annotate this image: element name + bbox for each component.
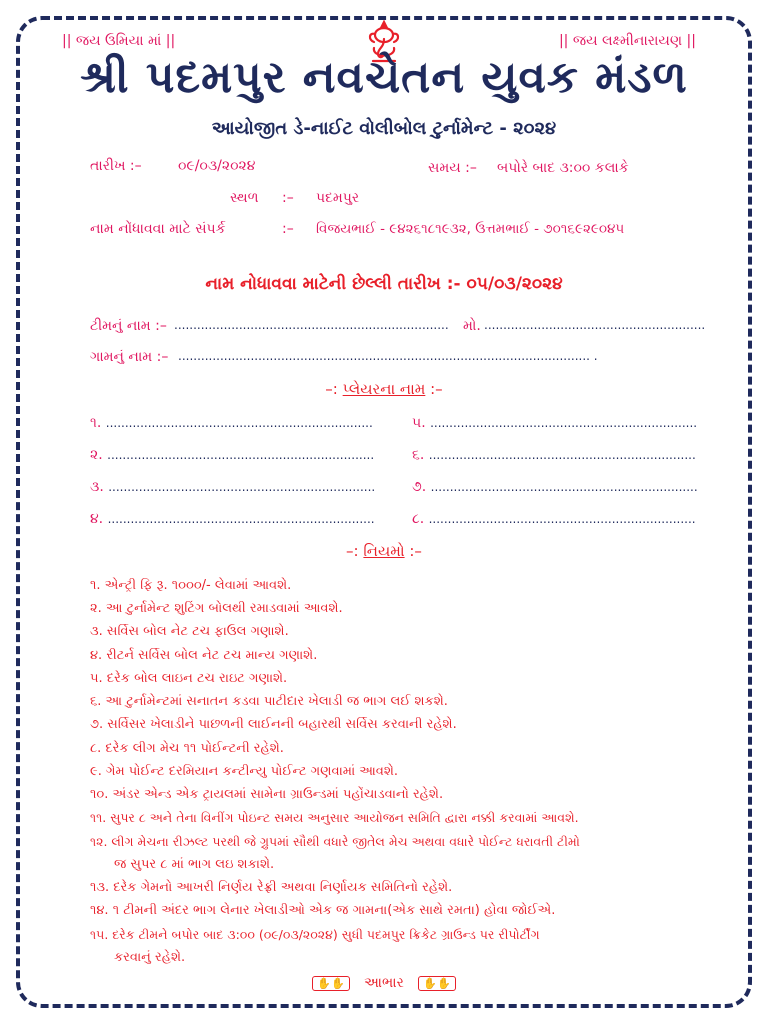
player-row[interactable] xyxy=(412,511,696,527)
mobile-line[interactable]: .......................................................... xyxy=(484,318,706,332)
rule-item: ૧૪. ૧ ટીમની અંદર ભાગ લેનાર ખેલાડીઓ એક જ ગામના(એક સાથે રમતા) હોવા જોઈએ. xyxy=(90,903,556,918)
rule-item: ૩. સર્વિસ બોલ નેટ ટચ ફાઉલ ગણાશે. xyxy=(90,624,289,639)
player-name-line: ...................................................................... xyxy=(430,416,698,430)
rule-item: ૧૫. દરેક ટીમને બપોર બાદ ૩:૦૦ (૦૯/૦૩/૨૦૨૪) સુધી પદમપુર ક્રિકેટ ગ્રાઉન્ડ પર રીપોર્ટીંગ xyxy=(90,927,540,942)
rule-item: ૬. આ ટુર્નામેન્ટમાં સનાતન કડવા પાટીદાર ખેલાડી જ ભાગ લઈ શકશે. xyxy=(90,694,448,709)
rule-item: ૧૦. અંડર એન્ડ એક ટ્રાયલમાં સામેના ગ્રાઉન્ડમાં પહોંચાડવાનો રહેશે. xyxy=(90,787,444,802)
footer-thanks: આભાર xyxy=(364,975,404,991)
player-number: ૧. xyxy=(90,415,102,431)
player-row[interactable] xyxy=(90,447,374,463)
rule-item-continuation: કરવાનું રહેશે. xyxy=(114,950,186,965)
right-blessing: || જય લક્ષ્મીનારાયણ || xyxy=(558,33,696,49)
player-number: ૪. xyxy=(90,511,104,527)
footer xyxy=(0,975,768,991)
village-name-label: ગામનું નામ :– xyxy=(90,349,169,365)
page-subtitle: આયોજીત ડે-નાઈટ વોલીબોલ ટુર્નામેન્ટ - ૨૦૨૪ xyxy=(211,118,557,139)
player-row[interactable] xyxy=(412,447,696,463)
date-label: તારીખ :– xyxy=(90,158,142,174)
player-name-line: ...................................................................... xyxy=(108,480,376,494)
player-number: ૨. xyxy=(90,447,103,463)
page-title: શ્રી પદમપુર નવચેતન યુવક મંડળ xyxy=(80,52,688,103)
player-name-line: ...................................................................... xyxy=(107,512,375,526)
rule-item: ૯. ગેમ પોઈન્ટ દરમિયાન કન્ટીન્યુ પોઈન્ટ ગણવામાં આવશે. xyxy=(90,764,399,779)
players-heading xyxy=(0,380,768,398)
contact-label: નામ નોંધાવવા માટે સંપર્ક xyxy=(90,221,226,237)
mobile-label: મો. xyxy=(463,318,481,334)
rules-heading-suffix: :– xyxy=(409,542,422,560)
left-blessing: || જય ઉમિયા માં || xyxy=(62,33,176,49)
player-name-line: ...................................................................... xyxy=(105,416,373,430)
player-row[interactable] xyxy=(412,415,697,431)
player-row[interactable] xyxy=(90,511,375,527)
player-name-line: ...................................................................... xyxy=(430,480,698,494)
time-label: સમય :– xyxy=(428,160,477,176)
players-heading-prefix: –: xyxy=(325,380,338,398)
player-row[interactable] xyxy=(90,479,375,495)
player-number: ૩. xyxy=(90,479,104,495)
rules-heading-prefix: –: xyxy=(346,542,359,560)
rules-heading xyxy=(0,542,768,560)
player-name-line: ...................................................................... xyxy=(428,512,696,526)
rule-item: ૭. સર્વિસર ખેલાડીને પાછળની લાઈનની બહારથી સર્વિસ કરવાની રહેશે. xyxy=(90,717,457,732)
village-name-line[interactable]: ............................................................................................................ . xyxy=(178,349,598,363)
time-value: બપોરે બાદ ૩:૦૦ કલાકે xyxy=(497,160,629,176)
rule-item: ૧૨. લીગ મેચના રીઝલ્ટ પરથી જે ગ્રુપમાં સૌથી વધારે જીતેલ મેચ અથવા વધારે પોઈન્ટ ધરાવતી ટીમો xyxy=(90,834,580,849)
rule-item: ૪. રીટર્ન સર્વિસ બોલ નેટ ટચ માન્ય ગણાશે. xyxy=(90,648,318,663)
player-number: ૮. xyxy=(412,511,425,527)
player-name-line: ...................................................................... xyxy=(107,448,375,462)
player-number: ૭. xyxy=(412,479,427,495)
registration-deadline: નામ નોધાવવા માટેની છેલ્લી તારીખ :- ૦૫/૦૩/૨૦૨૪ xyxy=(205,274,563,294)
place-label: સ્થળ xyxy=(230,190,259,206)
handshake-icon: ✋✋ xyxy=(312,976,349,991)
rule-item: ૮. દરેક લીગ મેચ ૧૧ પોઈન્ટની રહેશે. xyxy=(90,741,284,756)
rule-item: ૧. એન્ટ્રી ફિ રૂ. ૧૦૦૦/- લેવામાં આવશે. xyxy=(90,578,292,593)
place-separator: :– xyxy=(282,190,294,206)
rule-item: ૧૩. દરેક ગેમનો આખરી નિર્ણય રેફ્રી અથવા નિર્ણાયક સમિતિનો રહેશે. xyxy=(90,880,453,895)
contact-separator: :– xyxy=(282,221,294,237)
player-name-line: ...................................................................... xyxy=(428,448,696,462)
players-heading-suffix: :– xyxy=(430,380,443,398)
player-row[interactable] xyxy=(412,479,698,495)
contact-value: વિજયભાઈ - ૯૪૨૬૧૮૧૯૩૨, ઉત્તમભાઈ - ૭૦૧૬૯૨૯૦૪૫ xyxy=(316,221,625,237)
rule-item: ૨. આ ટુર્નામેન્ટ શુટિંગ બોલથી રમાડવામાં આવશે. xyxy=(90,601,343,616)
rules-heading-text: નિયમો xyxy=(363,542,405,560)
rule-item-continuation: જ સુપર ૮ માં ભાગ લઇ શકાશે. xyxy=(114,857,275,872)
place-value: પદમપુર xyxy=(316,190,360,206)
player-number: ૬. xyxy=(412,447,425,463)
rule-item: ૧૧. સુપર ૮ અને તેના વિનીંગ પોઇન્ટ સમય અનુસાર આયોજન સમિતિ દ્વારા નક્કી કરવામાં આવશે. xyxy=(90,810,579,825)
team-name-label: ટીમનું નામ :– xyxy=(90,318,167,334)
player-number: ૫. xyxy=(412,415,426,431)
date-value: ૦૯/૦૩/૨૦૨૪ xyxy=(178,158,256,174)
players-heading-text: પ્લેયરના નામ xyxy=(342,380,426,398)
team-name-line[interactable]: ........................................................................ xyxy=(174,318,449,332)
handshake-icon: ✋✋ xyxy=(418,976,455,991)
player-row[interactable] xyxy=(90,415,373,431)
rule-item: ૫. દરેક બોલ લાઇન ટચ રાઇટ ગણાશે. xyxy=(90,671,288,686)
